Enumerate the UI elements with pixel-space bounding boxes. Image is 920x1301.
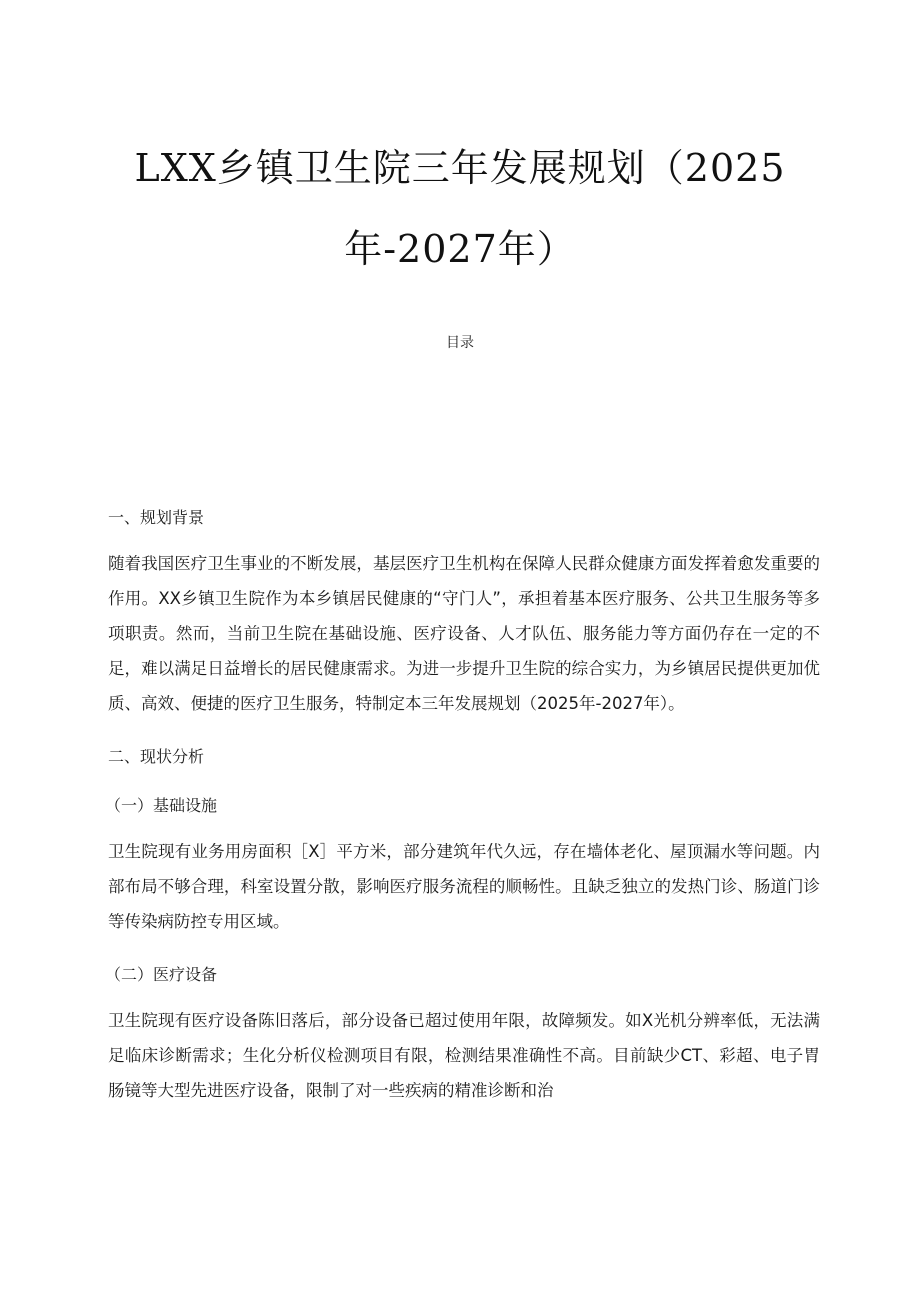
paragraph-medical-equipment: 卫生院现有医疗设备陈旧落后，部分设备已超过使用年限，故障频发。如X光机分辨率低，无法满足临床诊断需求；生化分析仪检测项目有限，检测结果准确性不高。目前缺少CT、彩超、电子胃肠镜等大型先进医疗设备，限制了对一些疾病的精准诊断和治 <box>108 1011 820 1100</box>
document-title-line-1: LXX乡镇卫生院三年发展规划（2025 <box>134 146 786 190</box>
subsection-heading-medical-equipment: （二）医疗设备 <box>105 965 218 984</box>
paragraph-infrastructure: 卫生院现有业务用房面积［X］平方米，部分建筑年代久远，存在墙体老化、屋顶漏水等问题。内部布局不够合理，科室设置分散，影响医疗服务流程的顺畅性。且缺乏独立的发热门诊、肠道门诊等传染病防控专用区域。 <box>108 842 820 931</box>
subsection-heading-infrastructure: （一）基础设施 <box>105 796 218 815</box>
section-heading-background: 一、规划背景 <box>108 508 205 527</box>
document-body <box>105 505 820 1108</box>
table-of-contents-label: 目录 <box>446 335 474 351</box>
section-heading-status-analysis: 二、现状分析 <box>108 747 205 766</box>
paragraph-background: 随着我国医疗卫生事业的不断发展，基层医疗卫生机构在保障人民群众健康方面发挥着愈发重要的作用。XX乡镇卫生院作为本乡镇居民健康的“守门人”，承担着基本医疗服务、公共卫生服务等多项职责。然而，当前卫生院在基础设施、医疗设备、人才队伍、服务能力等方面仍存在一定的不足，难以满足日益增长的居民健康需求。为进一步提升卫生院的综合实力，为乡镇居民提供更加优质、高效、便捷的医疗卫生服务，特制定本三年发展规划（2025年-2027年）。 <box>108 554 820 713</box>
document-title-line-2: 年-2027年） <box>344 227 576 271</box>
